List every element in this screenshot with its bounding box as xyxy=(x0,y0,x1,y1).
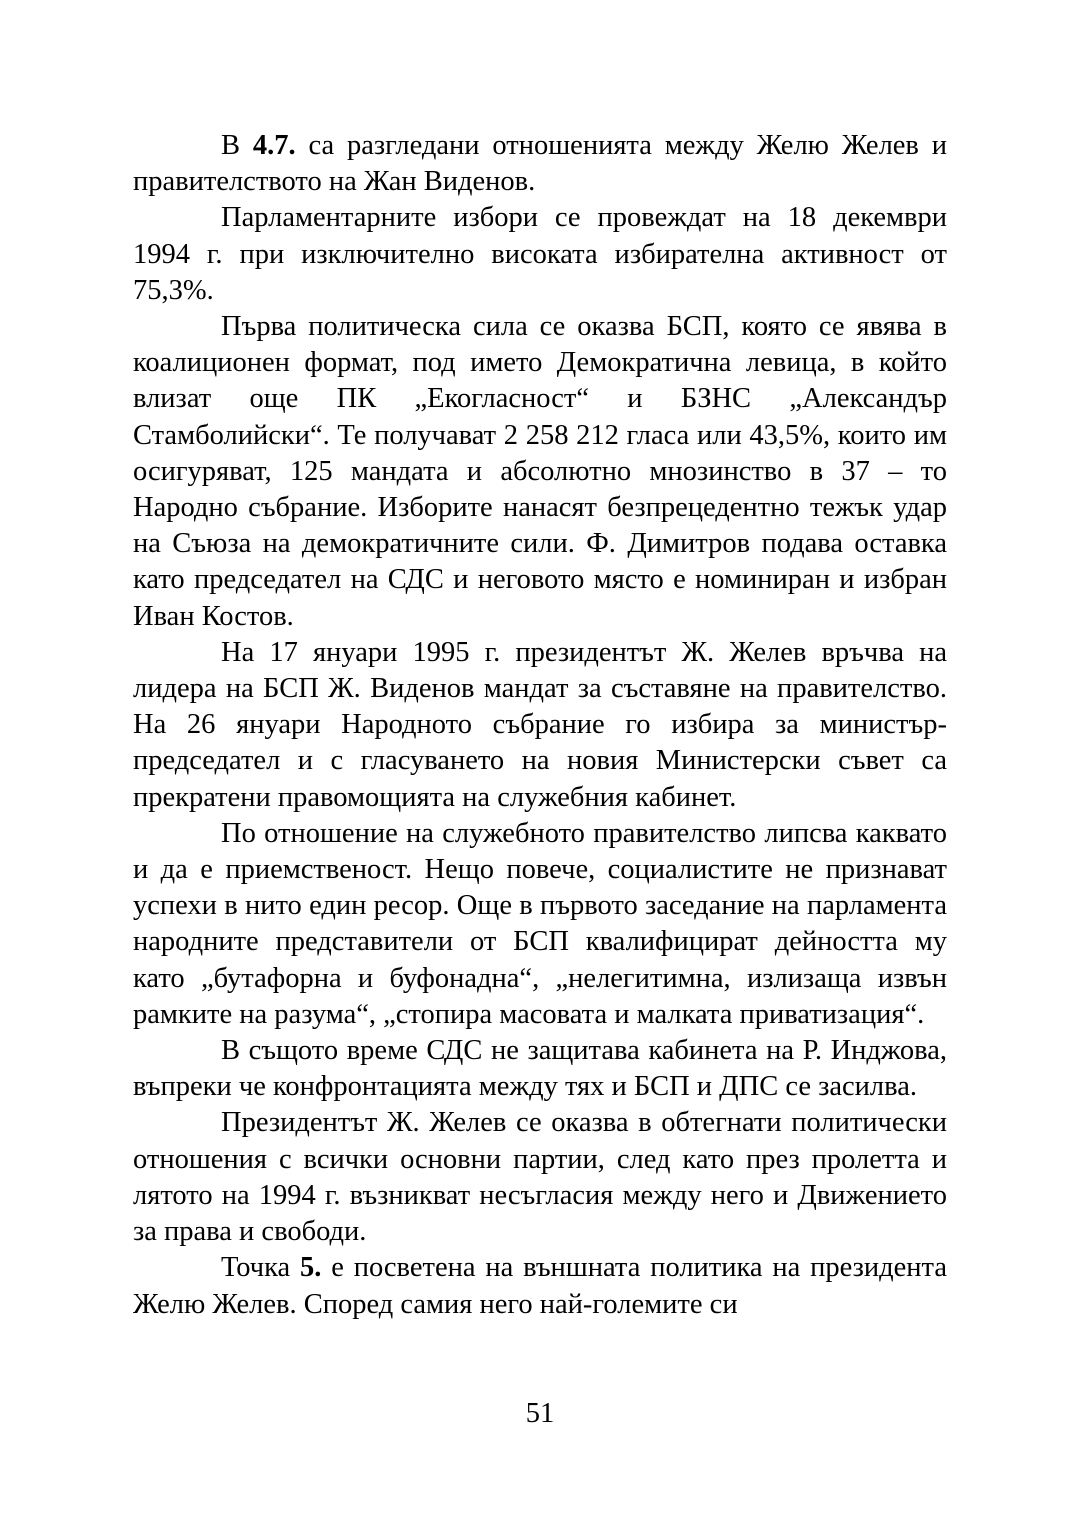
text-run: Точка xyxy=(221,1252,301,1284)
paragraph xyxy=(133,200,947,309)
text-run: са разгледани отношенията между Желю Желев и правителството на Жан Виденов. xyxy=(133,130,947,198)
paragraph xyxy=(133,1250,947,1322)
text-run: е посветена на външната политика на президента Желю Желев. Според самия него най-големите си xyxy=(133,1252,947,1320)
text-run: На 17 януари 1995 г. президентът Ж. Желев връчва на лидера на БСП Ж. Виденов мандат за съставяне на правителство. На 26 януари Народното събрание го избира за министър-председател и с гласуването на новия Министерски съвет са прекратени правомощията на служебния кабинет. xyxy=(133,636,947,813)
bold-text-run: 5. xyxy=(300,1252,322,1284)
paragraph xyxy=(133,1033,947,1105)
paragraph xyxy=(133,635,947,816)
text-run: В xyxy=(221,130,253,161)
paragraph xyxy=(133,128,947,200)
text-run: По отношение на служебното правителство липсва каквато и да е приемственост. Нещо повече, социалистите не признават успехи в нито един ресор. Още в първото заседание на парламента народните представители от БСП квалифицират дейността му като „бутафорна и буфонадна“, „нелегитимна, излизаща извън рамките на разума“, „стопира масовата и малката приватизация“. xyxy=(133,817,947,1030)
text-run: Президентът Ж. Желев се оказва в обтегнати политически отношения с всички основни партии, след като през пролетта и лятото на 1994 г. възникват несъгласия между него и Движението за права и свободи. xyxy=(133,1107,947,1248)
page-text xyxy=(133,128,947,1323)
bold-text-run: 4.7. xyxy=(252,130,296,161)
text-run: Първа политическа сила се оказва БСП, която се явява в коалиционен формат, под името Демократична левица, в който влизат още ПК „Екогласност“ и БЗНС „Александър Стамболийски“. Те получават 2 258 212 гласа или 43,5%, които им осигуряват, 125 мандата и абсолютно мнозинство в 37 – то Народно събрание. Изборите нанасят безпрецедентно тежък удар на Съюза на демократичните сили. Ф. Димитров подава оставка като председател на СДС и неговото място е номиниран и избран Иван Костов. xyxy=(133,311,947,632)
paragraph xyxy=(133,816,947,1033)
text-run: Парламентарните избори се провеждат на 18 декември 1994 г. при изключително високата избирателна активност от 75,3%. xyxy=(133,202,947,306)
paragraph xyxy=(133,309,947,635)
page-number: 51 xyxy=(525,1398,555,1429)
paragraph xyxy=(133,1105,947,1250)
text-run: В същото време СДС не защитава кабинета на Р. Инджова, въпреки че конфронтацията между тях и БСП и ДПС се засилва. xyxy=(133,1035,947,1103)
